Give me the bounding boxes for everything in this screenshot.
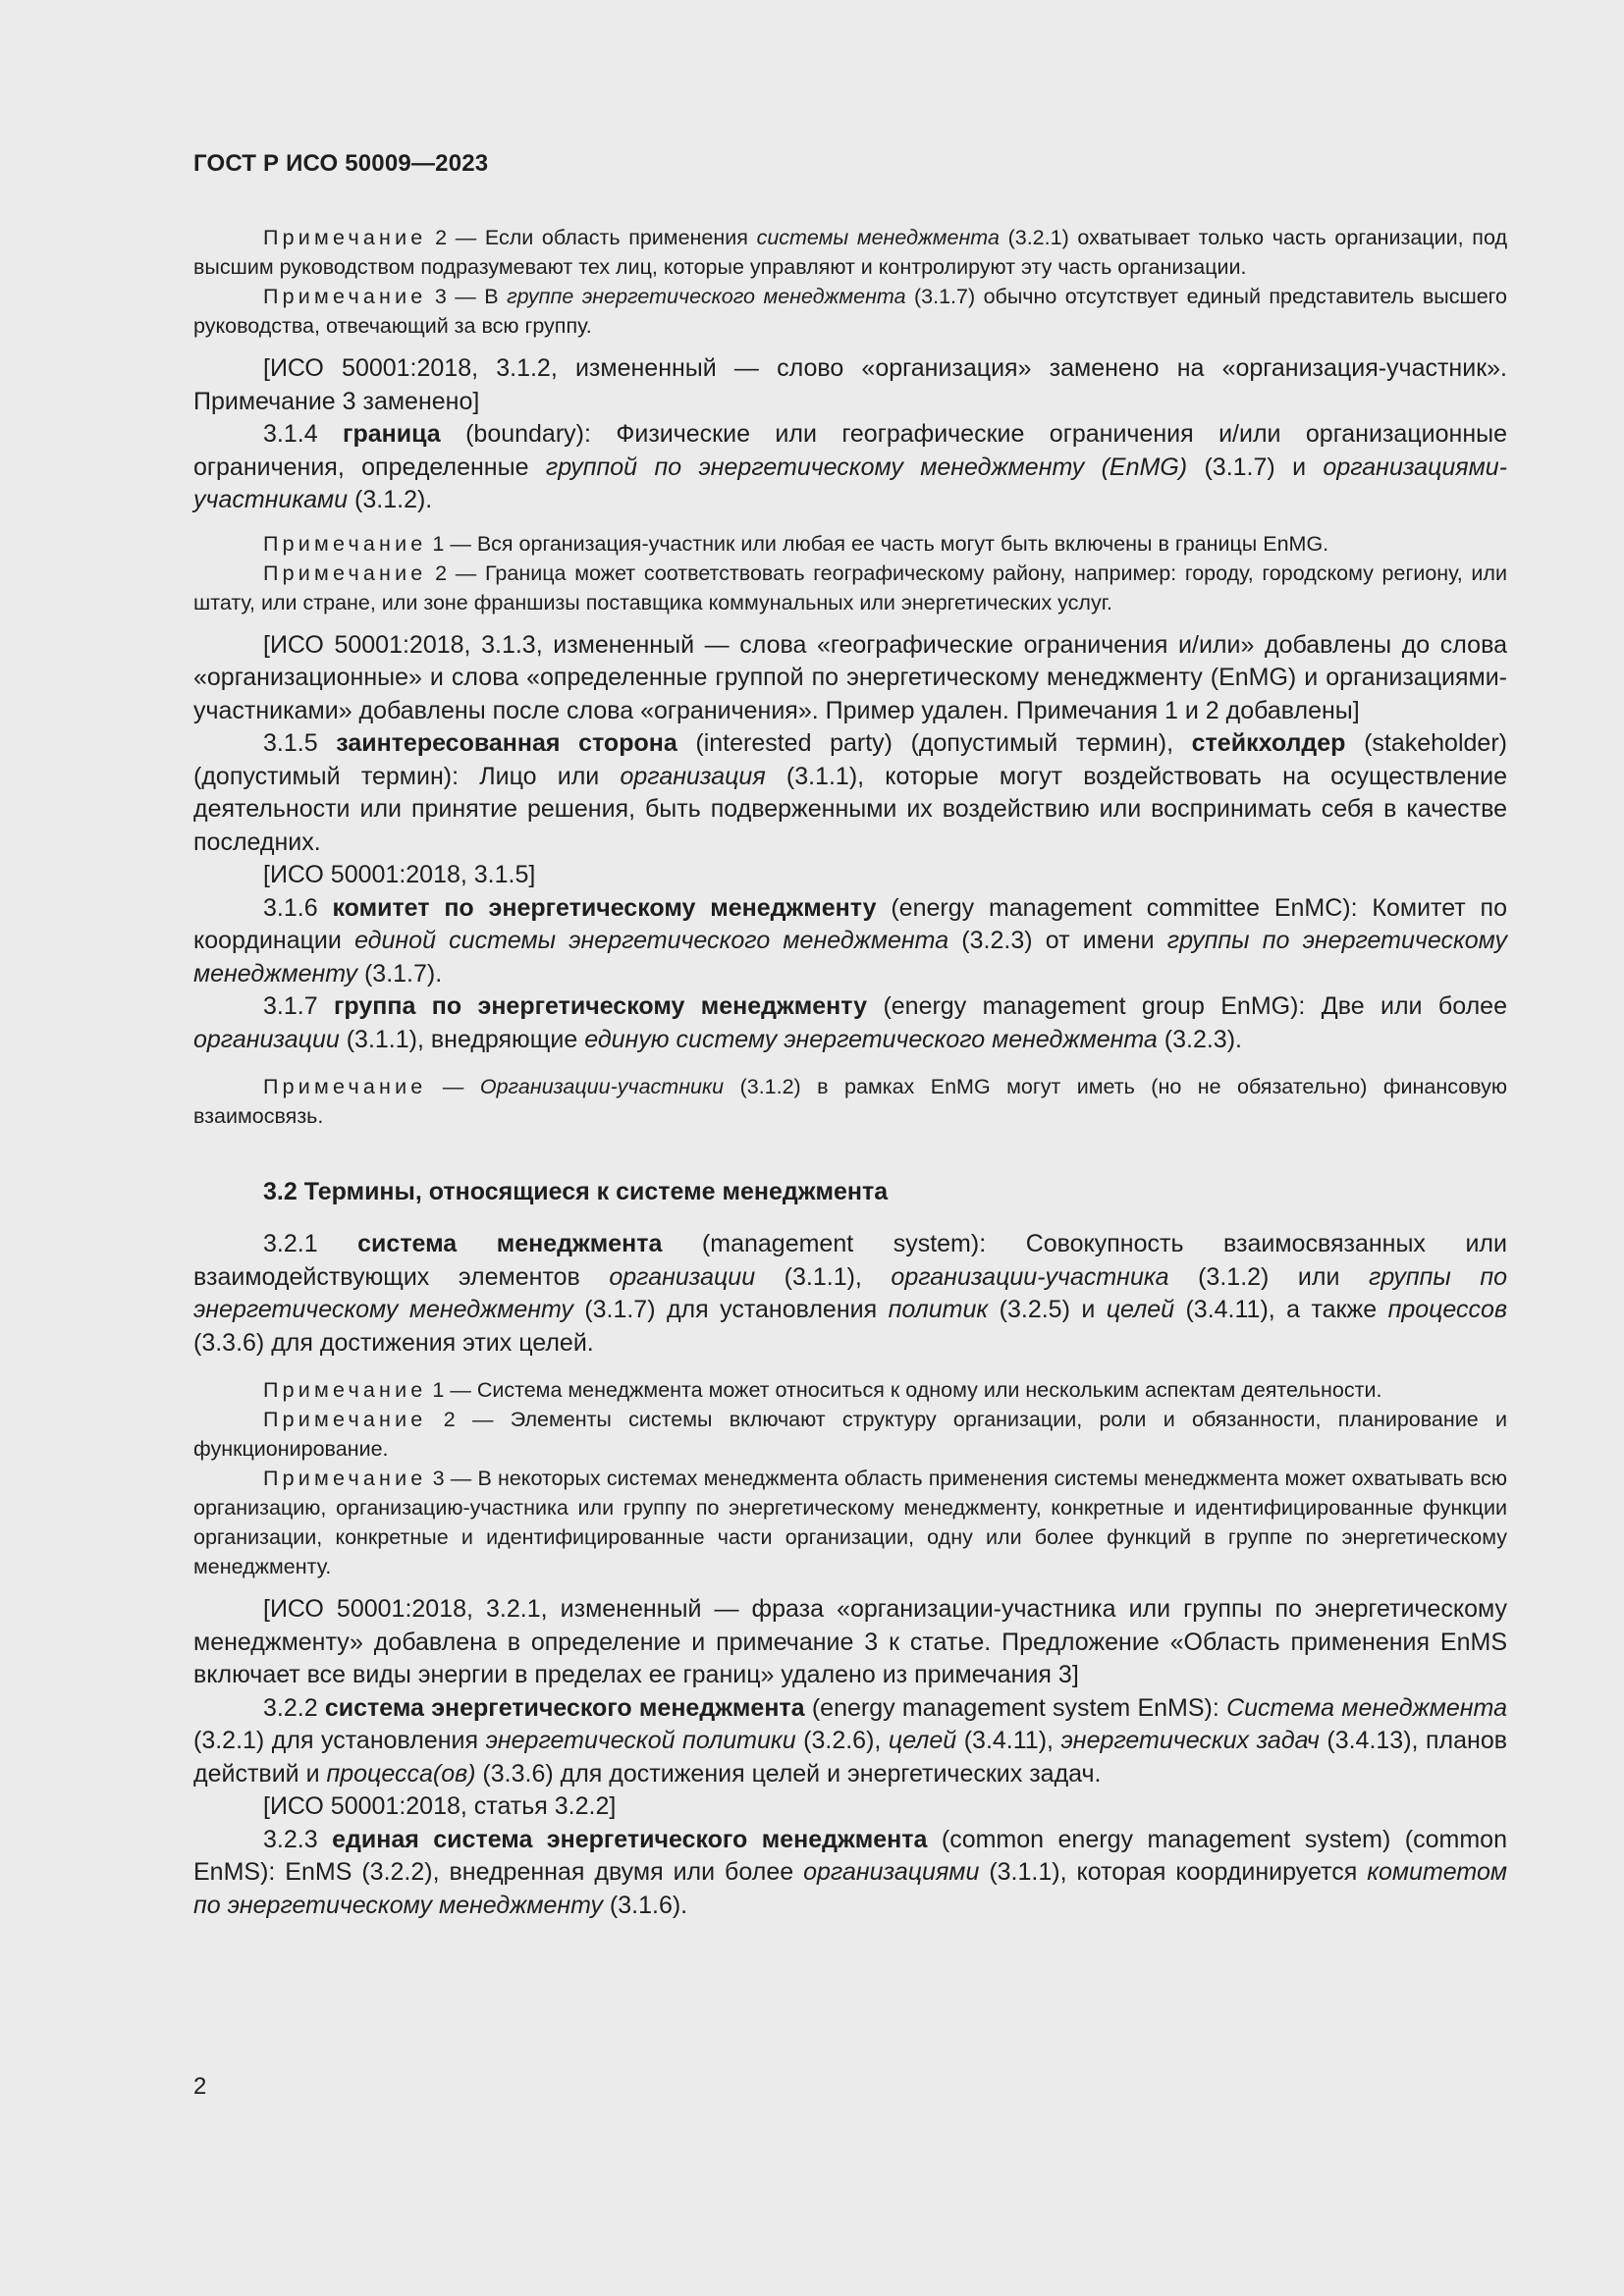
page-number: 2 — [193, 2073, 207, 2100]
note-label: Примечание — [263, 531, 427, 556]
text-run: (3.4.13), планов действий и — [193, 1727, 1508, 1788]
note-label: Примечание — [263, 1408, 427, 1431]
text-run: 3.1.6 — [263, 893, 333, 922]
text-run: (3.1.7). — [357, 959, 443, 988]
text-run: [ИСО 50001:2018, 3.1.2, измененный — слово «организация» заменено на «организация-участник». Примечание 3 заменено] — [193, 354, 1507, 415]
text-run: 2 — Если область применения — [426, 226, 757, 249]
bold-term: заинтересованная сторона — [336, 729, 677, 757]
italic-term: группы по энергетическому менеджменту — [193, 1262, 1508, 1323]
text-run: (3.1.7) и — [1187, 453, 1324, 481]
note-paragraph — [193, 559, 1507, 617]
italic-term: единую систему энергетического менеджмента — [584, 1025, 1158, 1053]
bold-term: комитет по энергетическому менеджменту — [332, 893, 877, 922]
italic-term: организации-участника — [891, 1262, 1169, 1291]
italic-term: единой системы энергетического менеджмента — [354, 927, 949, 954]
text-run: 3.1.5 — [263, 729, 337, 757]
term-definition — [193, 1824, 1507, 1923]
text-run: 1 — Вся организация-участник или любая ее часть могут быть включены в границы EnMG. — [426, 531, 1329, 556]
term-definition — [193, 990, 1507, 1056]
note-label: Примечание — [263, 1378, 427, 1402]
text-run: (3.1.1), — [755, 1262, 892, 1291]
note-paragraph — [193, 529, 1507, 559]
source-reference — [193, 629, 1507, 728]
note-label: Примечание — [263, 1075, 427, 1098]
text-run: (3.2.3) от имени — [948, 927, 1167, 954]
text-run: 3.2.2 — [263, 1693, 325, 1722]
bold-term: система энергетического менеджмента — [324, 1693, 805, 1722]
term-definition — [193, 1228, 1507, 1360]
italic-term: энергетических задач — [1060, 1727, 1320, 1754]
text-run: (3.1.2). — [348, 486, 433, 513]
text-run: [ИСО 50001:2018, статья 3.2.2] — [263, 1792, 617, 1820]
document-header: ГОСТ Р ИСО 50009—2023 — [193, 150, 489, 177]
note-paragraph — [193, 282, 1507, 341]
source-reference — [193, 1593, 1507, 1692]
source-reference — [193, 1790, 1507, 1824]
text-run: [ИСО 50001:2018, 3.2.1, измененный — фраза «организации-участника или группы по энергетическому менеджменту» добавлена в определение и примечание 3 к статье. Предложение «Область применения EnMS включает все виды энергии в пределах ее границ» удалено из примечания 3] — [193, 1595, 1507, 1688]
text-run: (3.1.2) в рамках EnMG могут иметь (но не обязательно) финансовую взаимосвязь. — [193, 1075, 1507, 1128]
term-definition — [193, 418, 1507, 517]
text-run: 3.2 Термины, относящиеся к системе менеджмента — [263, 1178, 889, 1205]
text-run: (management system): Совокупность взаимосвязанных или взаимодействующих элементов — [193, 1230, 1507, 1291]
italic-term: комитетом по энергетическому менеджменту — [193, 1858, 1507, 1919]
source-reference — [193, 859, 1507, 892]
note-paragraph — [193, 1375, 1507, 1405]
text-run: 3.1.4 — [263, 420, 344, 448]
bold-term: стейкхолдер — [1191, 729, 1346, 757]
text-run: 3 — В некоторых системах менеджмента область применения системы менеджмента может охватывать всю организацию, организацию-участника или группу по энергетическому менеджменту, конкретные и идентифицированные функции организации, конкретные и идентифицированные части организации, одну или более функций в группе по энергетическому менеджменту. — [193, 1467, 1507, 1578]
text-run: 3.2.1 — [263, 1230, 358, 1257]
note-label: Примечание — [263, 561, 427, 585]
bold-term: группа по энергетическому менеджменту — [334, 992, 868, 1020]
note-paragraph — [193, 1464, 1507, 1581]
note-label: Примечание — [263, 1467, 427, 1490]
italic-term: группой по энергетическому менеджменту (EnMG) — [545, 453, 1188, 481]
text-run: (3.1.1), которая координируется — [979, 1858, 1368, 1886]
text-run: (3.1.7) для установления — [572, 1296, 889, 1323]
italic-term: целей — [1106, 1296, 1175, 1323]
italic-term: Организации-участники — [479, 1075, 725, 1098]
text-run: (interested party) (допустимый термин), — [677, 729, 1192, 757]
text-run: — — [426, 1075, 480, 1098]
text-run: (3.2.3). — [1157, 1025, 1242, 1053]
text-run: (energy management group EnMG): Две или более — [867, 992, 1507, 1020]
italic-term: группе энергетического менеджмента — [507, 285, 906, 308]
note-paragraph — [193, 1405, 1507, 1464]
text-run: (3.4.11), а также — [1174, 1296, 1388, 1323]
text-run: (3.1.6). — [602, 1891, 688, 1919]
italic-term: процессов — [1387, 1296, 1507, 1323]
page-body — [193, 223, 1507, 1922]
text-run: (stakeholder) (допустимый термин): Лицо или — [193, 729, 1507, 790]
note-paragraph — [193, 223, 1507, 282]
note-label: Примечание — [263, 226, 427, 249]
text-run: [ИСО 50001:2018, 3.1.5] — [263, 861, 536, 888]
italic-term: организации — [609, 1262, 756, 1291]
text-run: (3.1.2) или — [1168, 1262, 1369, 1291]
text-run: (3.2.1) для установления — [193, 1727, 486, 1754]
text-run: (3.2.5) и — [988, 1296, 1107, 1323]
text-run: 1 — Система менеджмента может относиться к одному или нескольким аспектам деятельности. — [426, 1378, 1382, 1402]
note-label: Примечание — [263, 285, 427, 308]
text-run: [ИСО 50001:2018, 3.1.3, измененный — слова «географические ограничения и/или» добавлены до слова «организационные» и слова «определенные группой по энергетическому менеджменту (EnMG) и организациями-участниками» добавлены после слова «ограничения». Пример удален. Примечания 1 и 2 добавлены] — [193, 630, 1507, 724]
bold-term: система менеджмента — [357, 1230, 663, 1257]
italic-term: системы менеджмента — [756, 226, 1000, 249]
source-reference — [193, 352, 1507, 418]
text-run: 3 — В — [426, 285, 508, 308]
text-run: (boundary): Физические или географические ограничения и/или организационные ограничения, определенные — [193, 420, 1507, 481]
term-definition — [193, 892, 1507, 991]
italic-term: Система менеджмента — [1226, 1693, 1507, 1722]
text-run: 2 — Элементы системы включают структуру организации, роли и обязанности, планирование и функционирование. — [193, 1408, 1507, 1461]
text-run: (3.3.6) для достижения этих целей. — [193, 1328, 594, 1357]
text-run: (3.2.6), — [795, 1727, 889, 1754]
italic-term: организациями-участниками — [193, 453, 1508, 513]
text-run: (common energy management system) (common EnMS): EnMS (3.2.2), внедренная двумя или более — [193, 1825, 1507, 1886]
text-run: (energy management committee EnMC): Комитет по координации — [193, 893, 1508, 954]
italic-term: организации — [193, 1025, 340, 1053]
text-run: 3.1.7 — [263, 992, 334, 1020]
term-definition — [193, 1692, 1507, 1791]
text-run: (energy management system EnMS): — [804, 1693, 1227, 1722]
text-run: 2 — Граница может соответствовать географическому району, например: городу, городскому региону, или штату, или стране, или зоне франшизы поставщика коммунальных или энергетических услуг. — [193, 561, 1507, 614]
note-paragraph — [193, 1072, 1507, 1131]
italic-term: группы по энергетическому менеджменту — [193, 927, 1508, 988]
italic-term: политик — [888, 1296, 989, 1323]
bold-term: единая система энергетического менеджмента — [332, 1825, 928, 1853]
italic-term: организация — [620, 762, 766, 790]
italic-term: процесса(ов) — [326, 1759, 476, 1788]
text-run: (3.4.11), — [956, 1727, 1061, 1754]
italic-term: целей — [888, 1727, 957, 1754]
term-definition — [193, 727, 1507, 859]
text-run: (3.3.6) для достижения целей и энергетических задач. — [475, 1759, 1102, 1788]
text-run: (3.2.1) охватывает только часть организации, под высшим руководством подразумевают тех лиц, которые управляют и контролируют эту часть организации. — [193, 226, 1507, 279]
italic-term: организациями — [803, 1858, 980, 1886]
text-run: (3.1.1), внедряющие — [339, 1025, 585, 1053]
text-run: 3.2.3 — [263, 1825, 333, 1853]
text-run: (3.1.7) обычно отсутствует единый представитель высшего руководства, отвечающий за всю группу. — [193, 285, 1507, 338]
text-run: (3.1.1), которые могут воздействовать на осуществление деятельности или принятие решения, быть подверженными их воздействию или воспринимать себя в качестве последних. — [193, 762, 1507, 856]
section-heading — [193, 1176, 1507, 1208]
italic-term: энергетической политики — [485, 1727, 796, 1754]
bold-term: граница — [343, 420, 441, 448]
